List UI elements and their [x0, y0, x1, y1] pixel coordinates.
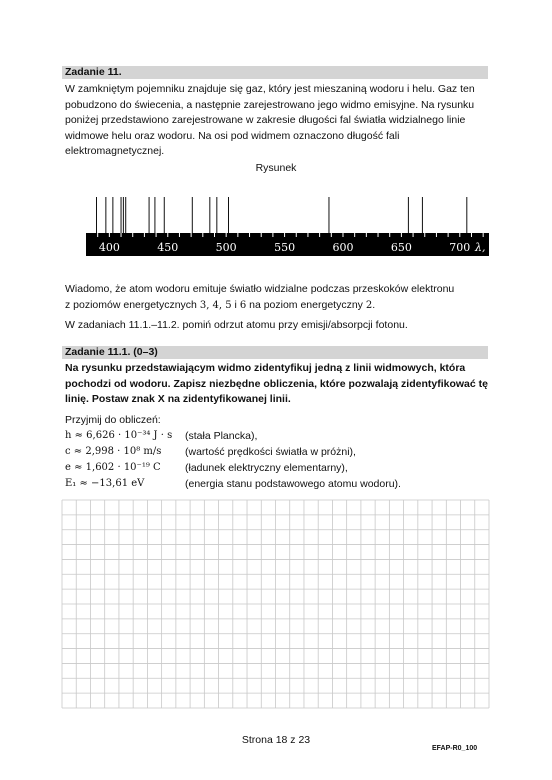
context-end: .	[372, 298, 376, 311]
given-symbol: c ≈ 2,998 · 10⁸ m/s	[65, 446, 162, 457]
given-symbol: e ≈ 1,602 · 10⁻¹⁹ C	[65, 462, 161, 473]
axis-tick-label: 600	[332, 241, 354, 254]
axis-tick-label: 550	[274, 241, 296, 254]
document-code: EFAP-R0_100	[432, 745, 478, 752]
page-number: Strona 18 z 23	[241, 734, 311, 746]
axis-unit-label: λ, nm	[474, 241, 507, 254]
axis-tick-label: 450	[157, 241, 179, 254]
context-and: i	[231, 298, 240, 311]
given-desc: (stała Plancka),	[185, 430, 258, 442]
axis-tick-label: 400	[98, 241, 120, 254]
context-level-six: 6	[239, 299, 247, 311]
subtask-instruction: Na rysunku przedstawiającym widmo zidentyfikuj jedną z linii widmowych, która pochodzi od wodoru. Zapisz niezbędne obliczenia, które pozwalają zidentyfikować tę linię. Postaw znak X na zidentyfikowanej linii.	[65, 362, 488, 405]
context-line1: Wiadomo, że atom wodoru emituje światło widzialne podczas przeskoków elektronu	[65, 283, 455, 295]
axis-tick-label: 500	[215, 241, 237, 254]
task-intro: W zamkniętym pojemniku znajduje się gaz, który jest mieszaniną wodoru i helu. Gaz ten pobudzono do świecenia, a następnie zarejestrowano jego widmo emisyjne. Na rysunku poniżej przedstawiono zarejestrowane w zakresie długości fal światła widzialnego linie widmowe helu oraz wodoru. Na osi pod widmem oznaczono długość fali elektromagnetycznej.	[65, 83, 475, 157]
task-header: Zadanie 11.	[62, 66, 488, 79]
context-mid: na poziom energetyczny	[246, 298, 366, 311]
axis-tick-label: 700	[449, 241, 471, 254]
given-desc: (wartość prędkości światła w próżni),	[185, 446, 356, 458]
givens-title: Przyjmij do obliczeń:	[65, 414, 161, 426]
axis-tick-label: 650	[390, 241, 412, 254]
context-level-two: 2	[365, 299, 373, 311]
recoil-note: W zadaniach 11.1.–11.2. pomiń odrzut atomu przy emisji/absorpcji fotonu.	[65, 319, 408, 331]
subtask-header: Zadanie 11.1. (0–3)	[62, 346, 488, 359]
context-line2-prefix: z poziomów energetycznych	[65, 298, 200, 311]
figure-caption: Rysunek	[255, 162, 297, 174]
given-desc: (ładunek elektryczny elementarny),	[185, 462, 348, 474]
given-symbol: E₁ ≈ −13,61 eV	[65, 478, 145, 489]
given-symbol: h ≈ 6,626 · 10⁻³⁴ J · s	[65, 430, 173, 441]
given-desc: (energia stanu podstawowego atomu wodoru).	[185, 478, 401, 490]
context-levels: 3, 4, 5	[199, 299, 232, 311]
